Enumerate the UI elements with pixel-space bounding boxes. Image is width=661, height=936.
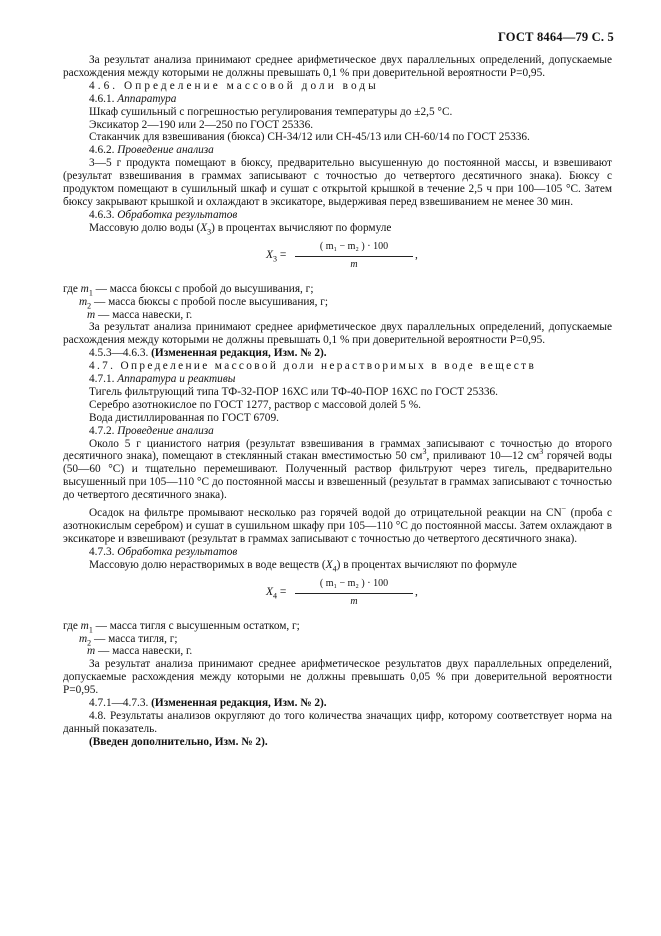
subsection-title: Обработка результатов: [117, 208, 238, 221]
subsection-number: 4.7.2.: [89, 424, 115, 437]
definition-m: m — масса навески, г.: [87, 308, 193, 321]
subsection-title: Аппаратура и реактивы: [117, 373, 236, 386]
revision-note-4-7-1: 4.7.1—4.7.3. (Измененная редакция, Изм. № 2).: [89, 697, 327, 710]
paragraph-result-1: За результат анализа принимают среднее арифметическое двух параллельных определений, допускаемые расхождения между которыми не должны превышать 0,1 % при доверительной вероятности Р=0,95.: [63, 54, 612, 79]
definition-m1: где $m_1$ — масса бюксы с пробой до высушивания, г;: [63, 282, 314, 297]
definition-m2: $m_2$ — масса тигля, г;: [79, 632, 178, 647]
revision-note-4-5-3: 4.5.3—4.6.3. (Измененная редакция, Изм. № 2).: [89, 347, 327, 360]
section-4-7-heading: 4.7. Определение массовой доли нерастворимых в воде веществ: [89, 360, 537, 373]
paragraph-result-3: За результат анализа принимают среднее арифметическое результатов двух параллельных определений, допускаемые расхождения между которыми не должны превышать 0,05 % при доверительной вероятности Р=0,95.: [63, 658, 612, 697]
formula-1-intro: Массовую долю воды $(X_3)$ в процентах вычисляют по формуле: [89, 221, 392, 237]
definition-m: m — масса навески, г.: [87, 645, 193, 658]
formula-fraction: [295, 241, 413, 272]
subsection-4-7-1: [63, 373, 612, 386]
formula-2: $X_4$ = $\frac{\text{( m₁ − m₂ ) · 100}}{m}$ ,: [266, 577, 418, 607]
formula-2-definitions: [63, 620, 612, 659]
formula-2-intro: Массовую долю нерастворимых в воде веществ $(X_4)$ в процентах вычисляют по формуле: [89, 558, 517, 573]
subsection-title: Проведение анализа: [117, 424, 214, 437]
item-serebro: Серебро азотнокислое по ГОСТ 1277, раствор с массовой долей 5 %.: [89, 398, 421, 411]
item-stakanchik: Стаканчик для взвешивания (бюкса) СН-34/12 или СН-45/13 или СН-60/14 по ГОСТ 25336.: [89, 131, 530, 144]
page-content: [63, 54, 612, 749]
item-shkaf: Шкаф сушильный с погрешностью регулирования температуры до ±2,5 °С.: [89, 105, 453, 118]
item-tigel: Тигель фильтрующий типа ТФ-32-ПОР 16ХС или ТФ-40-ПОР 16ХС по ГОСТ 25336.: [89, 385, 498, 398]
revision-note-4-8: (Введен дополнительно, Изм. № 2).: [89, 735, 268, 748]
subsection-4-6-3: [63, 209, 612, 222]
formula-numerator: ( m₁ − m₂ ) · 100: [295, 241, 413, 257]
subsection-4-7-3: [63, 546, 612, 559]
section-4-6-heading: 4.6. Определение массовой доли воды: [89, 79, 379, 92]
paragraph-procedure-water: 3—5 г продукта помещают в бюксу, предварительно высушенную до постоянной массы, и взвешивают (результат взвешивания в граммах записывают с точностью до четвертого десятичного знака). Бюксу с продуктом помещают в сушильный шкаф и сушат с открытой крышкой в течение 2,5 ч при 100—105 °С. Затем бюксу закрывают крышкой и охлаждают в эксикаторе, выдерживая перед взвешиванием не менее 30 мин.: [63, 157, 612, 208]
subsection-4-6-2: [63, 144, 612, 157]
paragraph-procedure-insoluble-2: Осадок на фильтре промывают несколько раз горячей водой до отрицательной реакции на CN− (проба с азотнокислым серебром) и сушат в сушильном шкафу при 105—110 °С до постоянной массы. Затем охлаждают в эксикаторе и взвешивают (результат в граммах записывают с точностью до четвертого десятичного знака).: [63, 504, 612, 545]
formula-1: $X_3$ = $\frac{\text{( m₁ − m₂ ) · 100}}{m}$ ,: [266, 240, 418, 270]
formula-lhs: $X_3$ =: [266, 248, 287, 263]
formula-denominator: m: [350, 595, 358, 607]
subsection-number: 4.6.2.: [89, 144, 115, 157]
definition-m1: где $m_1$ — масса тигля с высушенным остатком, г;: [63, 619, 300, 634]
subsection-number: 4.6.3.: [89, 208, 115, 221]
paragraph-procedure-insoluble: Около 5 г цианистого натрия (результат взвешивания в граммах записывают с точностью до второго десятичного знака), помещают в стеклянный стакан вместимостью 50 $см^3$, приливают 10—12 $см^3$ горячей воды (50—60 °С) и тщательно перемешивают. Полученный раствор фильтруют через тигель, предварительно высушенный при 105—110 °С до постоянной массы и взвешенный (результат в граммах записывают с точностью до четвертого десятичного знака).: [63, 437, 613, 502]
formula-denominator: m: [350, 258, 358, 270]
subsection-number: 4.7.1.: [89, 373, 115, 386]
formula-numerator: ( m₁ − m₂ ) · 100: [295, 578, 413, 594]
item-voda: Вода дистиллированная по ГОСТ 6709.: [89, 411, 279, 424]
paragraph-result-2: За результат анализа принимают среднее арифметическое двух параллельных определений, допускаемые расхождения между которыми не должны превышать 0,1 % при доверительной вероятности Р=0,95.: [63, 321, 612, 347]
definition-m2: $m_2$ — масса бюксы с пробой после высушивания, г;: [79, 295, 329, 310]
item-eksikator: Эксикатор 2—190 или 2—250 по ГОСТ 25336.: [89, 118, 314, 131]
subsection-4-7-2: [63, 425, 612, 438]
formula-1-definitions: [63, 283, 612, 322]
subsection-title: Проведение анализа: [117, 144, 214, 157]
page-header: ГОСТ 8464—79 С. 5: [497, 30, 614, 44]
subsection-title: Аппаратура: [117, 92, 177, 105]
formula-fraction: [295, 578, 413, 609]
subsection-4-6-1: [63, 93, 612, 106]
subsection-number: 4.6.1.: [89, 92, 115, 105]
formula-lhs: $X_4$ =: [266, 585, 287, 600]
subsection-title: Обработка результатов: [117, 545, 238, 558]
paragraph-4-8: 4.8. Результаты анализов округляют до того количества значащих цифр, которому соответствует норма на данный показатель.: [63, 709, 612, 735]
subsection-number: 4.7.3.: [89, 545, 115, 558]
